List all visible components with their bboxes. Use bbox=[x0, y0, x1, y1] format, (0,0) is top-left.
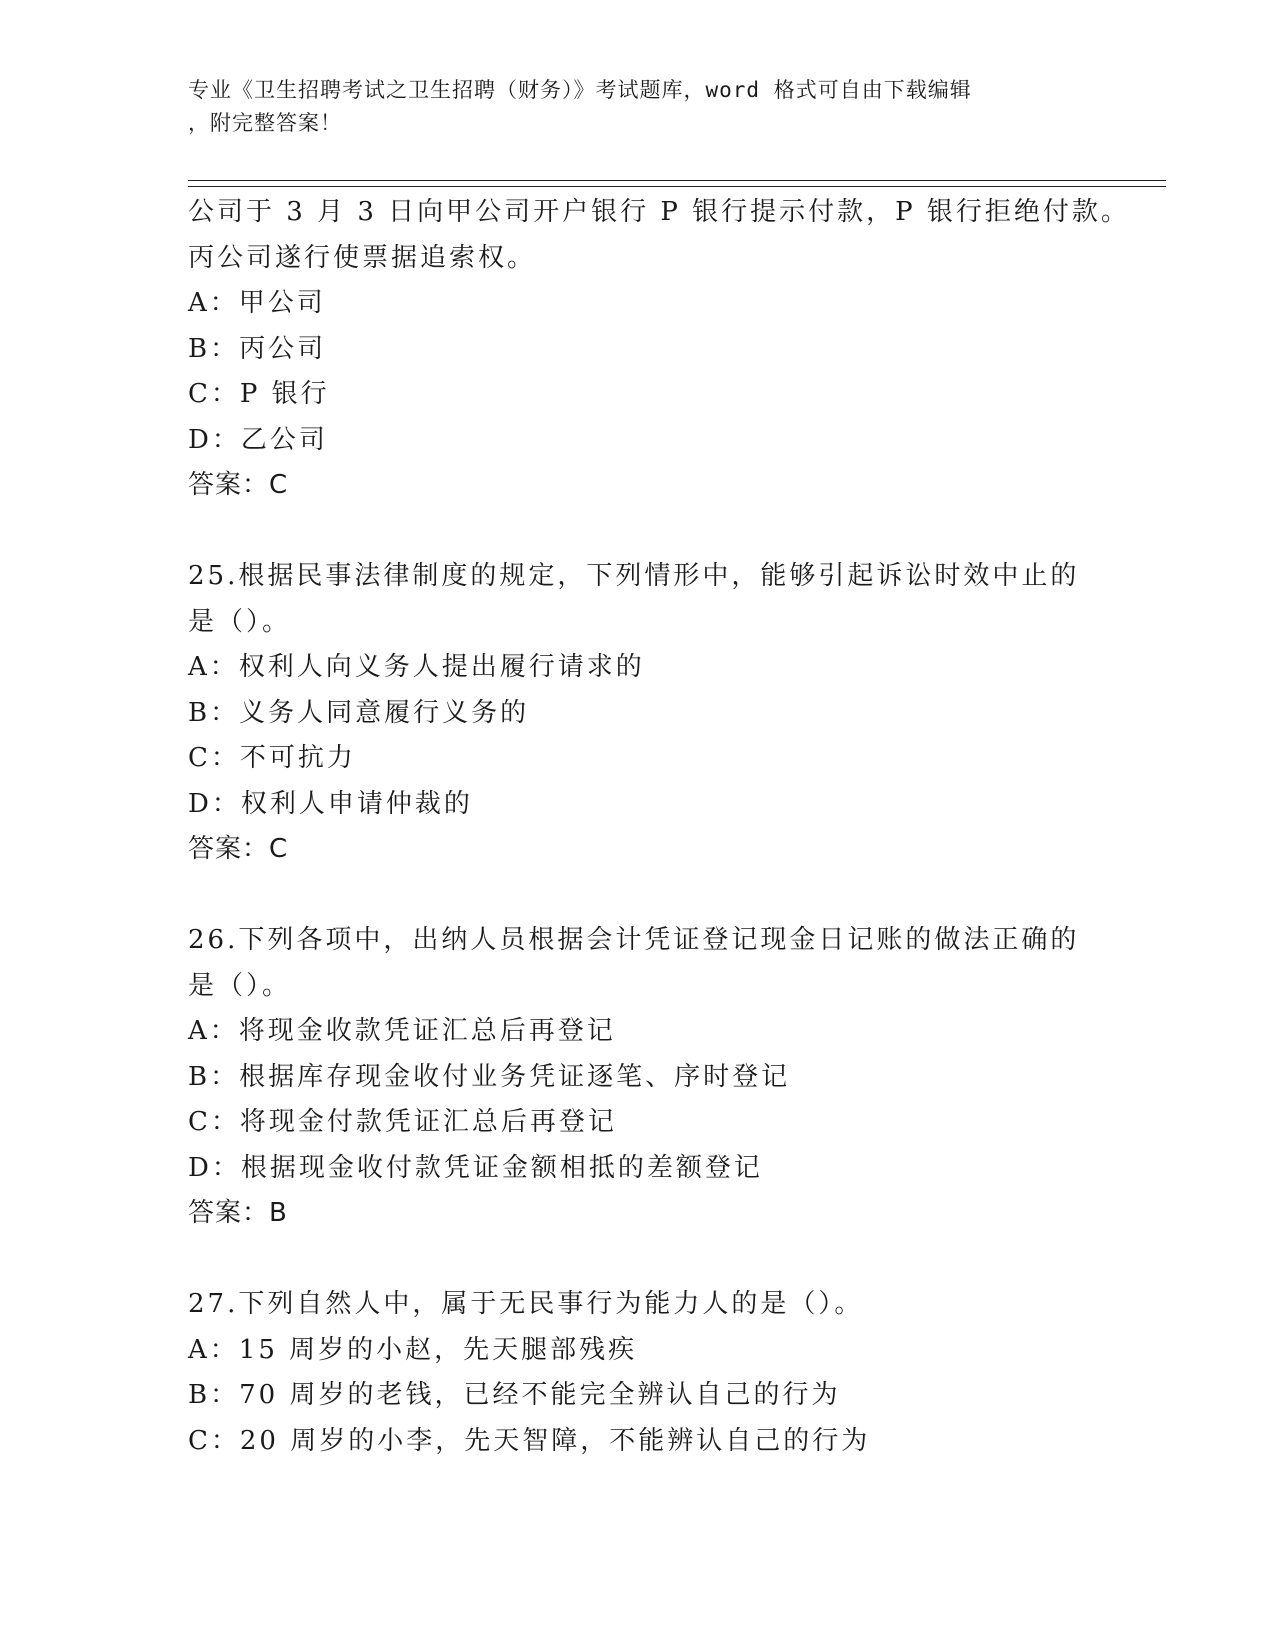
header-divider-top bbox=[188, 180, 1166, 181]
question-list bbox=[188, 190, 1148, 1464]
question-stem-line: 27.下列自然人中，属于无民事行为能力人的是（）。 bbox=[188, 1289, 864, 1319]
option-c: C：不可抗力 bbox=[188, 743, 356, 773]
question-27 bbox=[188, 1282, 1148, 1464]
option-c: C：20 周岁的小李，先天智障，不能辨认自己的行为 bbox=[188, 1425, 871, 1456]
spacer bbox=[188, 873, 1148, 919]
option-b: B：丙公司 bbox=[188, 333, 327, 364]
question-stem-line: 25.根据民事法律制度的规定，下列情形中，能够引起诉讼时效中止的 bbox=[188, 561, 1080, 591]
option-b: B：70 周岁的老钱，已经不能完全辨认自己的行为 bbox=[188, 1380, 841, 1410]
answer-line: 答案：B bbox=[188, 1198, 288, 1228]
option-a: A：15 周岁的小赵，先天腿部残疾 bbox=[188, 1334, 638, 1365]
answer-line: 答案：C bbox=[188, 470, 289, 500]
option-b: B：义务人同意履行义务的 bbox=[188, 697, 530, 728]
question-stem-line: 是（）。 bbox=[188, 970, 292, 1001]
question-26 bbox=[188, 918, 1148, 1237]
option-d: D：根据现金收付款凭证金额相抵的差额登记 bbox=[188, 1152, 763, 1183]
question-stem-line: 26.下列各项中，出纳人员根据会计凭证登记现金日记账的做法正确的 bbox=[188, 925, 1080, 955]
question-25 bbox=[188, 554, 1148, 873]
question-24-continued bbox=[188, 190, 1148, 509]
option-b: B：根据库存现金收付业务凭证逐笔、序时登记 bbox=[188, 1061, 791, 1092]
question-stem-line: 是（）。 bbox=[188, 606, 292, 637]
option-c: C：P 银行 bbox=[188, 379, 330, 409]
document-header bbox=[188, 74, 1088, 140]
option-a: A：甲公司 bbox=[188, 288, 326, 318]
question-stem-line: 公司于 3 月 3 日向甲公司开户银行 P 银行提示付款，P 银行拒绝付款。 bbox=[188, 197, 1130, 227]
spacer bbox=[188, 1237, 1148, 1283]
header-line-1: 专业《卫生招聘考试之卫生招聘（财务）》考试题库，word 格式可自由下载编辑 bbox=[188, 78, 972, 102]
header-line-2: ，附完整答案！ bbox=[188, 111, 342, 135]
answer-line: 答案：C bbox=[188, 834, 289, 864]
option-d: D：权利人申请仲裁的 bbox=[188, 788, 473, 819]
option-c: C：将现金付款凭证汇总后再登记 bbox=[188, 1107, 617, 1137]
option-d: D：乙公司 bbox=[188, 424, 328, 455]
question-stem-line: 丙公司遂行使票据追索权。 bbox=[188, 242, 537, 273]
option-a: A：权利人向义务人提出履行请求的 bbox=[188, 652, 645, 682]
option-a: A：将现金收款凭证汇总后再登记 bbox=[188, 1016, 616, 1046]
spacer bbox=[188, 509, 1148, 555]
header-divider-bottom bbox=[188, 186, 1166, 187]
